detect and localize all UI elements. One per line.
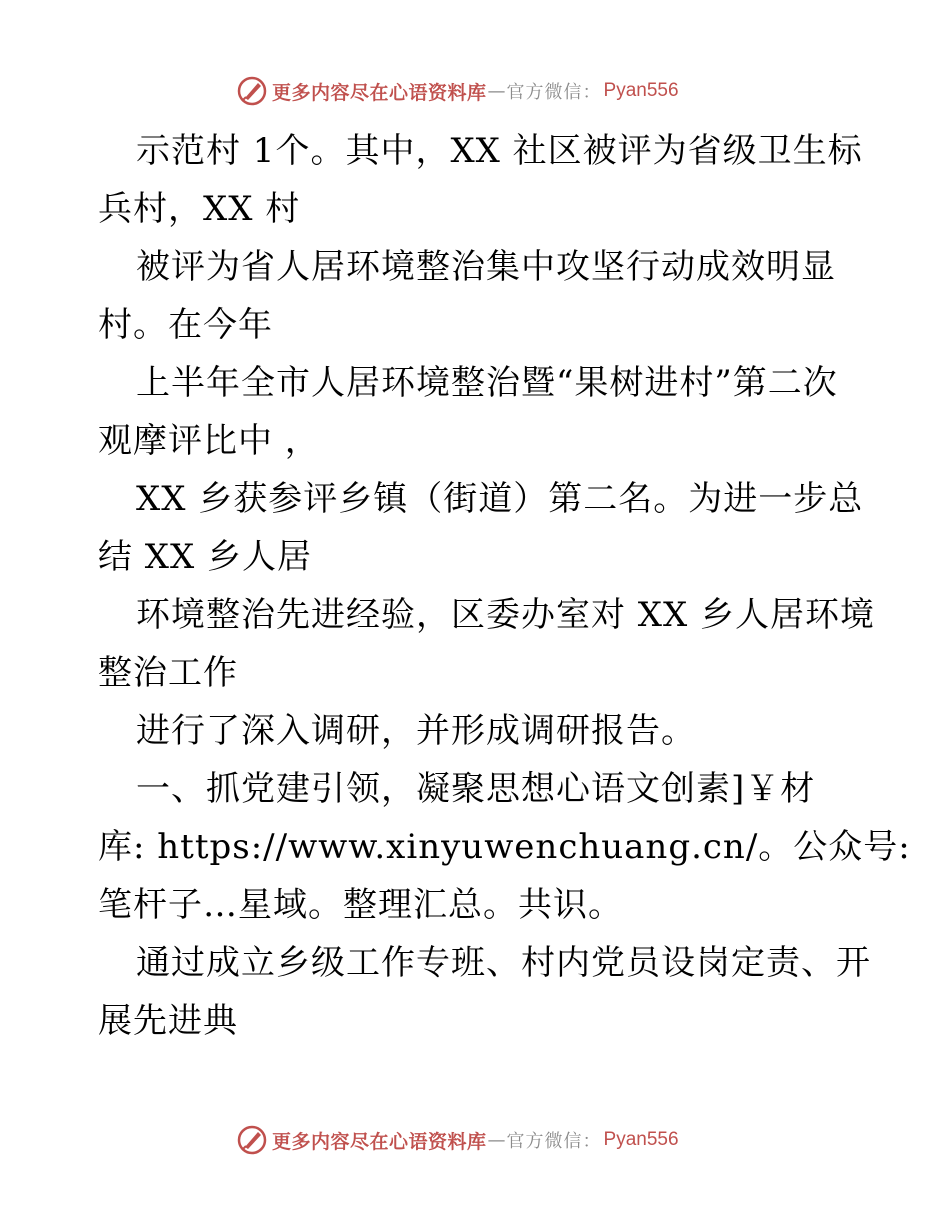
body-line: 一、抓党建引领，凝聚思想心语文创素]￥材: [136, 769, 816, 809]
body-line: 上半年全市人居环境整治暨“果树进村”第二次: [136, 363, 838, 403]
watermark-official-text: 官方微信：: [506, 1131, 602, 1152]
watermark-dash: —: [487, 80, 506, 102]
body-line: 示范村 1个。其中，XX 社区被评为省级卫生标: [136, 131, 863, 171]
body-line: 笔杆子…星域。整理汇总。共识。: [98, 885, 623, 925]
body-line: 整治工作: [98, 653, 238, 693]
body-line: 村。在今年: [98, 305, 273, 345]
body-line: 被评为省人居环境整治集中攻坚行动成效明显: [136, 247, 836, 287]
body-line: 进行了深入调研，并形成调研报告。: [136, 711, 696, 751]
watermark-wechat-id: Pyan556: [603, 80, 679, 101]
body-line: 兵村，XX 村: [98, 189, 301, 229]
header-watermark: [236, 74, 756, 108]
body-line: 库: https://www.xinyuwenchuang.cn/。公众号:: [98, 827, 911, 867]
footer-watermark: [236, 1123, 756, 1157]
watermark-dash: —: [487, 1129, 506, 1151]
body-line: XX 乡获参评乡镇（街道）第二名。为进一步总: [136, 479, 864, 519]
document-body: [98, 122, 911, 1050]
body-line: 环境整治先进经验，区委办室对 XX 乡人居环境: [136, 595, 876, 635]
body-line: 展先进典: [98, 1001, 238, 1041]
quill-logo-icon: [236, 1124, 268, 1156]
watermark-official-text: 官方微信：: [506, 82, 602, 103]
body-line: 观摩评比中 ，: [98, 421, 320, 461]
body-line: 结 XX 乡人居: [98, 537, 313, 577]
watermark-wechat-id: Pyan556: [603, 1129, 679, 1150]
body-line: 通过成立乡级工作专班、村内党员设岗定责、开: [136, 943, 871, 983]
watermark-main-text: 更多内容尽在心语资料库: [272, 1130, 487, 1153]
quill-logo-icon: [236, 75, 268, 107]
watermark-main-text: 更多内容尽在心语资料库: [272, 81, 487, 104]
